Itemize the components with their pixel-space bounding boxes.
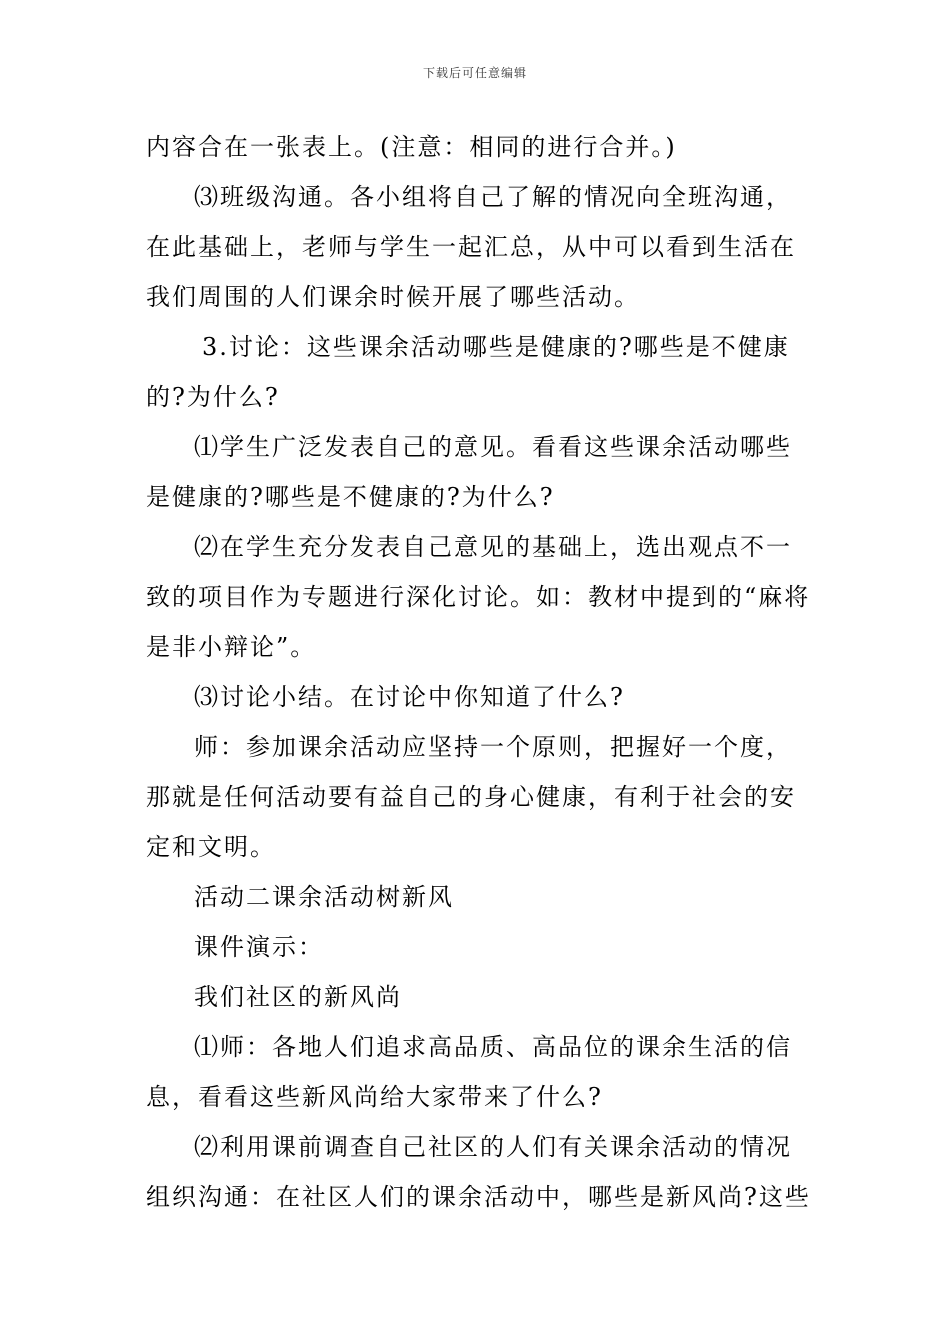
- paragraph-6: ⑶讨论小结。在讨论中你知道了什么?: [194, 683, 625, 711]
- page-header: 下载后可任意编辑: [422, 66, 527, 80]
- paragraph-4: ⑴学生广泛发表自己的意见。看看这些课余活动哪些是健康的?哪些是不健康的?为什么?: [146, 433, 792, 511]
- paragraph-7: 师：参加课余活动应坚持一个原则，把握好一个度，那就是任何活动要有益自己的身心健康，有利于社会的安定和文明。: [146, 733, 796, 861]
- paragraph-8: 活动二课余活动树新风: [194, 883, 454, 911]
- paragraph-11: ⑴师：各地人们追求高品质、高品位的课余生活的信息，看看这些新风尚给大家带来了什么?: [146, 1033, 792, 1111]
- paragraph-10: 我们社区的新风尚: [194, 983, 402, 1011]
- document-body: [146, 122, 814, 1222]
- paragraph-5: ⑵在学生充分发表自己意见的基础上，选出观点不一致的项目作为专题进行深化讨论。如：教材中提到的“麻将是非小辩论”。: [146, 533, 811, 661]
- paragraph-12: ⑵利用课前调查自己社区的人们有关课余活动的情况组织沟通：在社区人们的课余活动中，哪些是新风尚?这些: [146, 1133, 811, 1211]
- paragraph-9: 课件演示：: [194, 933, 324, 961]
- paragraph-3: 3.讨论：这些课余活动哪些是健康的?哪些是不健康的?为什么?: [146, 333, 790, 411]
- paragraph-1: 内容合在一张表上。(注意：相同的进行合并。): [146, 133, 677, 161]
- paragraph-2: ⑶班级沟通。各小组将自己了解的情况向全班沟通，在此基础上，老师与学生一起汇总，从中可以看到生活在我们周围的人们课余时候开展了哪些活动。: [146, 183, 796, 311]
